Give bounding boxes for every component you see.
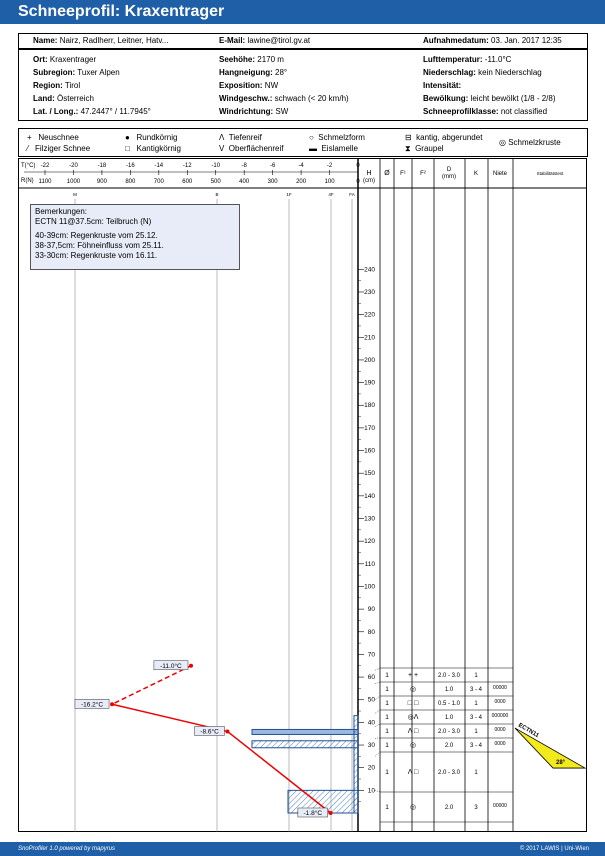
height-tick-label: 40 bbox=[367, 719, 375, 727]
stability-angle-label: 28° bbox=[556, 760, 566, 767]
layer-k: 1 bbox=[474, 770, 478, 776]
temp-point bbox=[225, 729, 229, 733]
temp-tick-label: -12 bbox=[182, 163, 192, 169]
ram-tick-label: 500 bbox=[210, 179, 221, 185]
layer-k: 1 bbox=[474, 729, 478, 735]
height-tick-label: 140 bbox=[364, 492, 375, 500]
ram-tick-label: 600 bbox=[182, 179, 193, 185]
legend-kantig: Kantigkörnig bbox=[136, 144, 181, 153]
legend-graupel: Graupel bbox=[415, 144, 444, 153]
temp-tick-label: -18 bbox=[97, 163, 107, 169]
height-tick-label: 120 bbox=[364, 538, 375, 546]
temp-point-label: -16.2°C bbox=[80, 701, 104, 709]
kantig-abgerundet-icon: ⊟ bbox=[405, 133, 412, 142]
windr-label: Windrichtung: bbox=[219, 107, 274, 116]
layer-niete: 000000 bbox=[491, 713, 509, 719]
layer-connector bbox=[375, 710, 380, 713]
seehoehe-label: Seehöhe: bbox=[219, 55, 256, 64]
expo-label: Exposition: bbox=[219, 81, 263, 90]
height-tick-label: 90 bbox=[367, 606, 375, 614]
temp-axis-label: T(°C) bbox=[21, 163, 36, 169]
temp-point-label: -11.0°C bbox=[160, 662, 182, 670]
height-tick-label: 220 bbox=[364, 311, 375, 319]
layer-connector bbox=[375, 724, 380, 727]
seehoehe-value: 2170 m bbox=[257, 55, 284, 64]
schmelzkruste-icon: ◎ bbox=[499, 138, 506, 147]
hardness-mark: 1F bbox=[286, 192, 292, 197]
latlong-value: 47.2447° / 11.7945° bbox=[80, 107, 151, 116]
schmelzform-icon: ○ bbox=[309, 133, 314, 142]
eislamelle-icon: ▬ bbox=[309, 144, 317, 153]
temp-point-label: -1.8°C bbox=[303, 810, 323, 817]
legend-schmelz: Schmelzform bbox=[318, 133, 365, 142]
layer-grain-shape: □ □ bbox=[407, 700, 419, 707]
temp-tick-label: -14 bbox=[154, 163, 164, 169]
layer-grain-size: 2.0 - 3.0 bbox=[437, 729, 461, 735]
layer-grain-shape: ◎ bbox=[409, 804, 417, 811]
ram-tick-label: 0 bbox=[356, 179, 360, 185]
height-tick-label: 50 bbox=[367, 696, 375, 704]
layer-niete: 00000 bbox=[493, 685, 507, 691]
layer-grain-shape: Λ □ bbox=[407, 769, 419, 776]
ram-tick-label: 300 bbox=[267, 179, 278, 185]
layer-diameter: 1 bbox=[385, 804, 389, 811]
footer-right: © 2017 LAWIS | Uni-Wien bbox=[519, 846, 589, 852]
ram-axis-label: R(N) bbox=[21, 178, 34, 184]
intens-label: Intensität: bbox=[423, 81, 462, 90]
height-tick-label: 20 bbox=[367, 764, 375, 772]
stability-test-label: ECTN11 bbox=[517, 722, 540, 740]
layer-k: 1 bbox=[474, 701, 478, 707]
region-value: Tirol bbox=[64, 81, 81, 90]
height-tick-label: 210 bbox=[364, 334, 375, 342]
temp-label: Lufttemperatur: bbox=[423, 55, 483, 64]
ort-value: Kraxentrager bbox=[49, 55, 97, 64]
graupel-icon: ⧗ bbox=[405, 144, 411, 153]
layer-k: 3 - 4 bbox=[469, 687, 483, 693]
layer-connector bbox=[375, 668, 380, 670]
layer-connector bbox=[375, 752, 380, 756]
legend-kruste: Schmelzkruste bbox=[508, 138, 561, 147]
col-d-unit: (mm) bbox=[442, 174, 456, 180]
layer-niete: 0000 bbox=[494, 727, 506, 733]
height-tick-label: 160 bbox=[364, 447, 375, 455]
ram-tick-label: 1000 bbox=[66, 179, 81, 185]
layer-diameter: 1 bbox=[385, 742, 389, 749]
layer-connector bbox=[375, 790, 380, 792]
layer-k: 3 - 4 bbox=[469, 743, 483, 749]
height-tick-label: 180 bbox=[364, 402, 375, 410]
legend-tiefen: Tiefenreif bbox=[228, 133, 262, 142]
layer-grain-size: 2.0 bbox=[444, 743, 454, 749]
layer-diameter: 1 bbox=[385, 728, 389, 735]
height-tick-label: 190 bbox=[364, 379, 375, 387]
col-f1-header: F¹ bbox=[400, 171, 406, 177]
height-tick-label: 10 bbox=[367, 787, 375, 795]
klasse-value: not classified bbox=[500, 107, 548, 116]
temp-point-label: -8.6°C bbox=[200, 728, 219, 736]
temp-tick-label: -10 bbox=[211, 163, 221, 169]
height-tick-label: 230 bbox=[364, 288, 375, 296]
filz-icon: ⁄ bbox=[27, 144, 29, 153]
layer-diameter: 1 bbox=[385, 700, 389, 707]
email-label: E-Mail: bbox=[219, 36, 246, 45]
height-tick-label: 170 bbox=[364, 424, 375, 432]
layer-diameter: 1 bbox=[385, 769, 389, 776]
observer-names: Nairz, Radlherr, Leitner, Hatv... bbox=[59, 36, 169, 45]
layer-grain-shape: Λ □ bbox=[407, 728, 419, 735]
height-tick-label: 30 bbox=[367, 742, 375, 750]
tiefenreif-icon: Λ bbox=[219, 133, 225, 142]
layer-k: 3 - 4 bbox=[469, 715, 483, 721]
temp-value: -11.0°C bbox=[484, 55, 512, 64]
remark-line: 33-30cm: Regenkruste vom 16.11. bbox=[35, 251, 158, 260]
layer-connector bbox=[375, 696, 380, 700]
height-tick-label: 60 bbox=[367, 674, 375, 682]
footer-left: SnoProfiler 1.0 powered by mapyrus bbox=[18, 846, 116, 852]
hang-label: Hangneigung: bbox=[219, 68, 273, 77]
layer-diameter: 1 bbox=[385, 686, 389, 693]
ram-tick-label: 1100 bbox=[38, 179, 52, 185]
hardness-mark: 4F bbox=[328, 192, 334, 197]
layer-diameter: 1 bbox=[385, 672, 389, 679]
height-tick-label: 80 bbox=[367, 628, 375, 636]
col-niete-header: Niete bbox=[492, 171, 508, 177]
hardness-block bbox=[252, 741, 358, 748]
temp-tick-label: -4 bbox=[298, 163, 304, 169]
col-stability-header: Stabilitätstest bbox=[536, 171, 564, 176]
layer-grain-size: 2.0 - 3.0 bbox=[437, 673, 461, 679]
layer-grain-shape: ◎ bbox=[409, 742, 417, 749]
remark-line: ECTN 11@37.5cm: Teilbruch (N) bbox=[35, 217, 152, 226]
remarks-box bbox=[30, 204, 240, 270]
region-label: Region: bbox=[33, 81, 63, 90]
windr-value: SW bbox=[275, 107, 289, 116]
expo-value: NW bbox=[264, 81, 279, 90]
remarks-title: Bemerkungen: bbox=[35, 207, 88, 216]
oberflaechenreif-icon: V bbox=[219, 144, 225, 153]
title-bar bbox=[0, 0, 605, 24]
temp-tick-label: -16 bbox=[126, 163, 135, 169]
date-label: Aufnahmedatum: bbox=[423, 36, 489, 45]
layer-niete: 0000 bbox=[494, 741, 506, 747]
hardness-block bbox=[252, 729, 358, 734]
location-info bbox=[18, 49, 588, 121]
layer-grain-shape: ◎ bbox=[409, 686, 417, 693]
layer-niete: 00000 bbox=[493, 803, 507, 809]
layer-grain-shape: + + bbox=[407, 672, 419, 679]
h-axis-unit: (cm) bbox=[363, 178, 375, 184]
nieder-value: kein Niederschlag bbox=[478, 68, 542, 77]
remark-line: 38-37,5cm: Föhneinfluss vom 25.11. bbox=[35, 241, 164, 250]
layer-grain-size: 2.0 - 3.0 bbox=[437, 770, 461, 776]
temp-point bbox=[189, 664, 193, 668]
ram-tick-label: 200 bbox=[296, 179, 307, 185]
subregion-value: Tuxer Alpen bbox=[77, 68, 120, 77]
nieder-label: Niederschlag: bbox=[423, 68, 476, 77]
temp-tick-label: -2 bbox=[326, 163, 333, 169]
temp-tick-label: -8 bbox=[241, 163, 247, 169]
legend-eis: Eislamelle bbox=[321, 144, 358, 153]
bew-value: leicht bewölkt (1/8 - 2/8) bbox=[470, 94, 556, 103]
col-diameter-header: Ø bbox=[384, 170, 390, 177]
land-value: Österreich bbox=[57, 94, 94, 103]
stability-slope-triangle bbox=[515, 728, 585, 768]
height-tick-label: 110 bbox=[364, 560, 375, 568]
temp-profile-segment bbox=[112, 666, 191, 705]
neuschnee-icon: + bbox=[27, 133, 32, 142]
hardness-mark: M bbox=[73, 192, 77, 197]
grain-legend bbox=[18, 128, 588, 157]
name-label: Name: bbox=[33, 36, 58, 45]
subregion-label: Subregion: bbox=[33, 68, 76, 77]
layer-grain-shape: ◎Λ bbox=[407, 714, 419, 721]
height-tick-label: 130 bbox=[364, 515, 375, 523]
temp-point bbox=[329, 811, 333, 815]
layer-niete: 0000 bbox=[494, 699, 506, 705]
height-tick-label: 100 bbox=[364, 583, 375, 591]
wind-value: schwach (< 20 km/h) bbox=[274, 94, 349, 103]
wind-label: Windgeschw.: bbox=[219, 94, 273, 103]
legend-rund: Rundkörnig bbox=[136, 133, 178, 142]
hang-value: 28° bbox=[275, 68, 288, 77]
layer-diameter: 1 bbox=[385, 714, 389, 721]
temp-point bbox=[110, 702, 114, 706]
hardness-mark: B bbox=[215, 192, 219, 197]
temp-tick-label: -20 bbox=[69, 163, 78, 169]
h-axis-label: H bbox=[366, 170, 372, 177]
layer-grain-size: 0.5 - 1.0 bbox=[437, 701, 461, 707]
email-value: lawine@tirol.gv.at bbox=[247, 36, 311, 45]
layer-grain-size: 1.0 bbox=[444, 687, 454, 693]
temp-tick-label: 0 bbox=[356, 163, 360, 169]
land-label: Land: bbox=[33, 94, 55, 103]
col-k-header: K bbox=[473, 171, 479, 177]
remark-line: 40-39cm: Regenkruste vom 25.12. bbox=[35, 231, 158, 240]
hardness-block bbox=[354, 716, 358, 813]
col-f2-header: F² bbox=[420, 171, 426, 177]
ort-label: Ort: bbox=[33, 55, 48, 64]
legend-neuschnee: Neuschnee bbox=[38, 133, 79, 142]
ram-tick-label: 900 bbox=[96, 179, 107, 185]
ram-tick-label: 400 bbox=[239, 179, 250, 185]
header-info bbox=[18, 33, 588, 49]
temp-tick-label: -6 bbox=[269, 163, 276, 169]
ram-tick-label: 700 bbox=[153, 179, 164, 185]
legend-filz: Filziger Schnee bbox=[35, 144, 91, 153]
legend-ober: Oberflächenreif bbox=[228, 144, 284, 153]
layer-k: 1 bbox=[474, 673, 478, 679]
height-tick-label: 150 bbox=[364, 470, 375, 478]
date-value: 03. Jan. 2017 12:35 bbox=[491, 36, 562, 45]
layer-connector bbox=[375, 682, 380, 684]
temp-tick-label: -22 bbox=[40, 163, 50, 169]
bew-label: Bewölkung: bbox=[423, 94, 469, 103]
ram-tick-label: 800 bbox=[125, 179, 136, 185]
kantigkoernig-icon: □ bbox=[125, 144, 130, 153]
klasse-label: Schneeprofilklasse: bbox=[423, 107, 499, 116]
height-tick-label: 240 bbox=[364, 266, 375, 274]
hardness-mark: FA bbox=[349, 192, 355, 197]
layer-grain-size: 1.0 bbox=[444, 715, 454, 721]
height-tick-label: 200 bbox=[364, 356, 375, 364]
page-title: Schneeprofil: Kraxentrager bbox=[18, 3, 225, 20]
legend-kantig-abg: kantig, abgerundet bbox=[416, 133, 483, 142]
latlong-label: Lat. / Long.: bbox=[33, 107, 79, 116]
footer bbox=[0, 842, 605, 856]
height-tick-label: 70 bbox=[367, 651, 375, 659]
col-d-header: D bbox=[446, 167, 452, 173]
layer-grain-size: 2.0 bbox=[444, 805, 454, 811]
rundkoernig-icon: ● bbox=[125, 133, 130, 142]
layer-k: 3 bbox=[474, 805, 478, 811]
ram-tick-label: 100 bbox=[324, 179, 335, 185]
